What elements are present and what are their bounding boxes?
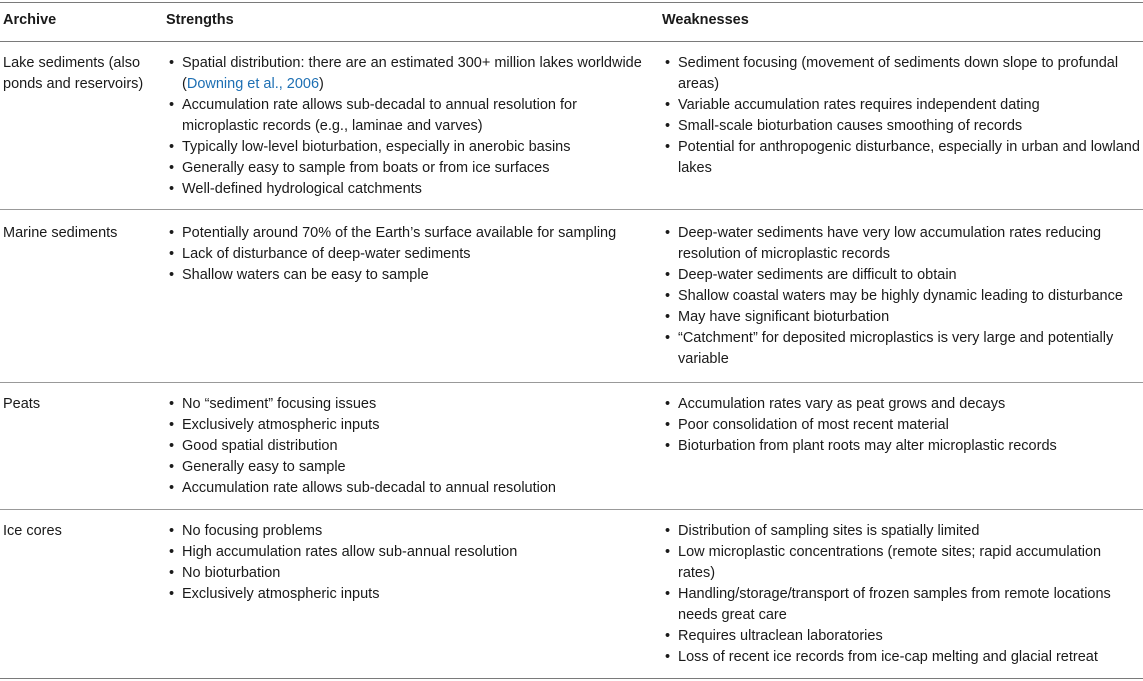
weaknesses-list — [662, 394, 1142, 457]
list-item: • No “sediment” focusing issues — [166, 394, 644, 415]
row-divider — [0, 509, 1143, 510]
list-item: • Distribution of sampling sites is spatially limited — [662, 521, 1142, 542]
list-item: • No focusing problems — [166, 521, 644, 542]
list-item: • High accumulation rates allow sub-annual resolution — [166, 542, 644, 563]
row-divider — [0, 209, 1143, 210]
list-item: • Well-defined hydrological catchments — [166, 179, 644, 200]
list-item: • Accumulation rates vary as peat grows and decays — [662, 394, 1142, 415]
weaknesses-list — [662, 223, 1142, 370]
list-item: • Accumulation rate allows sub-decadal to annual resolution — [166, 478, 644, 499]
list-item: • Generally easy to sample from boats or from ice surfaces — [166, 158, 644, 179]
list-item: • Lack of disturbance of deep-water sediments — [166, 244, 644, 265]
list-item: • Typically low-level bioturbation, especially in anerobic basins — [166, 137, 644, 158]
list-item: • Variable accumulation rates requires independent dating — [662, 95, 1142, 116]
list-item: • Good spatial distribution — [166, 436, 644, 457]
strengths-list — [166, 53, 644, 200]
header-rule — [0, 41, 1143, 42]
list-item: • Deep-water sediments have very low accumulation rates reducing resolution of microplastic records — [662, 223, 1142, 265]
strengths-list — [166, 521, 644, 605]
archive-cell: Ice cores — [3, 523, 62, 539]
list-item: • May have significant bioturbation — [662, 307, 1142, 328]
list-item: • Accumulation rate allows sub-decadal to annual resolution for microplastic records (e.g., laminae and varves) — [166, 95, 644, 137]
list-item: • Exclusively atmospheric inputs — [166, 415, 644, 436]
list-item: • Sediment focusing (movement of sediments down slope to profundal areas) — [662, 53, 1142, 95]
strengths-list — [166, 223, 644, 286]
list-item: • Shallow waters can be easy to sample — [166, 265, 644, 286]
archive-cell: Peats — [3, 396, 41, 412]
citation-link[interactable]: Downing et al., 2006 — [186, 76, 320, 92]
row-divider — [0, 382, 1143, 383]
header-strengths: Strengths — [166, 12, 234, 28]
weaknesses-list — [662, 521, 1142, 668]
list-item: • Spatial distribution: there are an estimated 300+ million lakes worldwide (Downing et al., 2006) — [166, 53, 644, 95]
list-item: • Poor consolidation of most recent material — [662, 415, 1142, 436]
archive-cell: Lake sediments (also ponds and reservoirs) — [3, 55, 144, 92]
list-item: • Small-scale bioturbation causes smoothing of records — [662, 116, 1142, 137]
list-item: • Handling/storage/transport of frozen samples from remote locations needs great care — [662, 584, 1142, 626]
list-item: • Potential for anthropogenic disturbance, especially in urban and lowland lakes — [662, 137, 1142, 179]
list-item: • Loss of recent ice records from ice-cap melting and glacial retreat — [662, 647, 1142, 668]
list-item: • Shallow coastal waters may be highly dynamic leading to disturbance — [662, 286, 1142, 307]
top-rule — [0, 2, 1143, 3]
header-archive: Archive — [3, 12, 57, 28]
list-item: • “Catchment” for deposited microplastics is very large and potentially variable — [662, 328, 1142, 370]
list-item: • Low microplastic concentrations (remote sites; rapid accumulation rates) — [662, 542, 1142, 584]
strengths-list — [166, 394, 644, 499]
list-item: • Requires ultraclean laboratories — [662, 626, 1142, 647]
list-item: • Deep-water sediments are difficult to obtain — [662, 265, 1142, 286]
archive-cell: Marine sediments — [3, 225, 118, 241]
list-item: • No bioturbation — [166, 563, 644, 584]
list-item: • Potentially around 70% of the Earth’s surface available for sampling — [166, 223, 644, 244]
list-item: • Exclusively atmospheric inputs — [166, 584, 644, 605]
header-weaknesses: Weaknesses — [662, 12, 749, 28]
bottom-rule — [0, 678, 1143, 679]
list-item: • Bioturbation from plant roots may alter microplastic records — [662, 436, 1142, 457]
list-item: • Generally easy to sample — [166, 457, 644, 478]
weaknesses-list — [662, 53, 1142, 179]
